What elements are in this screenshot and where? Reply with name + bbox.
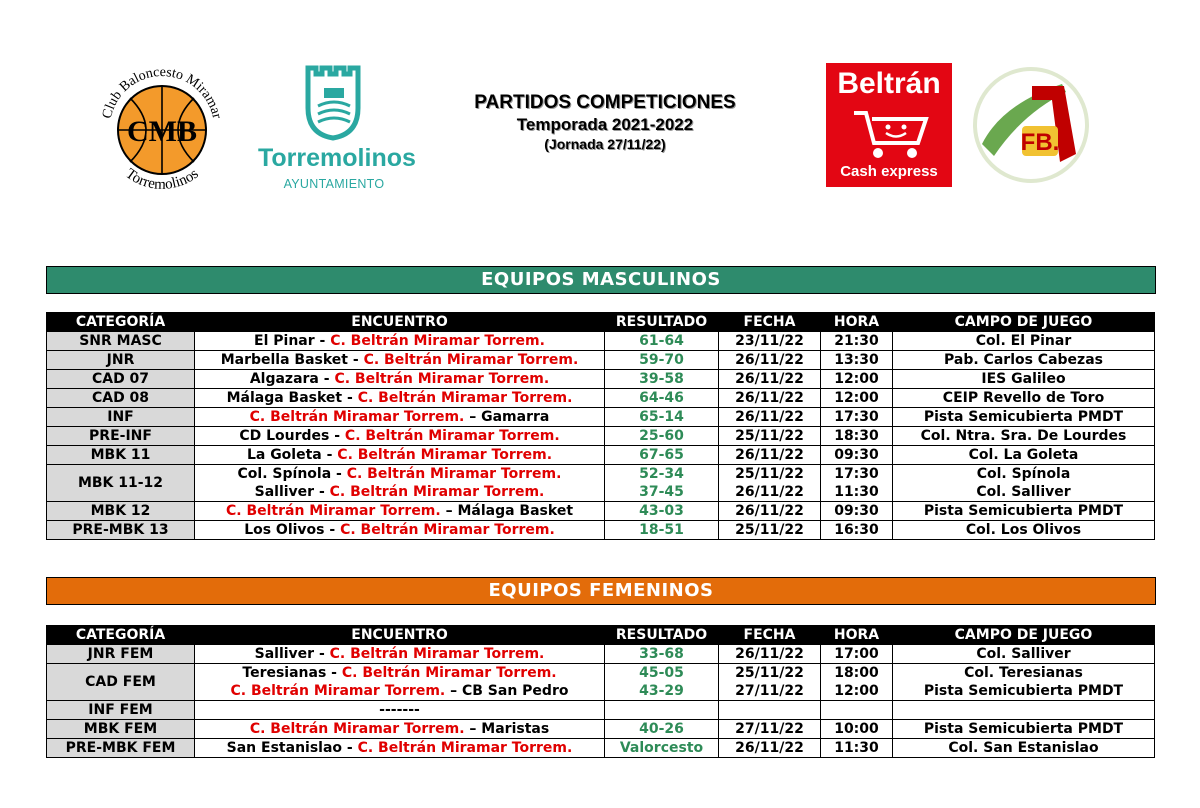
match-cell [195, 389, 605, 408]
result-cell-line: 59-70 [639, 352, 684, 368]
match-cell-line [195, 521, 604, 539]
result-cell [605, 664, 719, 701]
match-cell [195, 664, 605, 701]
time-cell [821, 389, 893, 408]
col-category: CATEGORÍA [47, 626, 195, 645]
club-team: C. Beltrán Miramar Torrem. [340, 522, 555, 538]
venue-cell-line: Col. Salliver [976, 646, 1071, 662]
club-team: C. Beltrán Miramar Torrem. [249, 409, 465, 425]
venue-cell [893, 664, 1155, 701]
club-ring-text: Club Baloncesto Miramar [99, 64, 225, 121]
match-cell [195, 370, 605, 389]
home-team: CD Lourdes - [239, 428, 345, 444]
venue-cell-line: Pista Semicubierta PMDT [923, 683, 1124, 699]
club-initials: CMB [127, 115, 197, 148]
date-cell [719, 389, 821, 408]
match-cell [195, 701, 605, 720]
season-label: Temporada 2021-2022 [516, 115, 694, 134]
venue-cell-line: Col. Ntra. Sra. De Lourdes [920, 428, 1127, 444]
time-cell-line: 11:30 [834, 740, 879, 756]
col-category: CATEGORÍA [47, 313, 195, 332]
match-cell-line [195, 682, 604, 700]
date-cell-line: 27/11/22 [735, 721, 804, 737]
match-cell [195, 446, 605, 465]
match-cell [195, 645, 605, 664]
date-cell-line: 26/11/22 [735, 447, 804, 463]
venue-cell [893, 521, 1155, 540]
match-cell [195, 408, 605, 427]
match-cell-line [195, 701, 604, 719]
result-cell-line: 61-64 [639, 333, 684, 349]
sponsor-subtitle: Cash express [840, 163, 938, 180]
club-team: C. Beltrán Miramar Torrem. [363, 352, 579, 368]
match-cell-line [195, 645, 604, 663]
table-row [47, 408, 1155, 427]
time-cell [821, 720, 893, 739]
match-cell [195, 465, 605, 502]
result-cell [605, 427, 719, 446]
category-cell: MBK 11 [47, 446, 195, 465]
category-cell: CAD 07 [47, 370, 195, 389]
match-cell [195, 720, 605, 739]
time-cell-line: 10:00 [834, 721, 879, 737]
match-cell-line [195, 351, 604, 369]
venue-cell-line: CEIP Revello de Toro [942, 390, 1105, 406]
time-cell-line: 13:30 [834, 352, 879, 368]
date-cell [719, 446, 821, 465]
date-cell-line: 26/11/22 [735, 390, 804, 406]
home-team: Col. Spínola - [237, 466, 347, 482]
venue-cell-line: Col. La Goleta [968, 447, 1079, 463]
match-cell [195, 739, 605, 758]
match-cell-line [195, 664, 604, 682]
venue-cell [893, 332, 1155, 351]
result-cell-line: 67-65 [639, 447, 684, 463]
venue-cell [893, 370, 1155, 389]
venue-cell [893, 408, 1155, 427]
result-cell-line: 43-29 [639, 683, 684, 699]
table-row [47, 351, 1155, 370]
time-cell [821, 701, 893, 720]
home-team: Algazara - [249, 371, 335, 387]
fb-sponsor-logo [972, 64, 1090, 186]
result-cell [605, 720, 719, 739]
result-cell-line: 25-60 [639, 428, 684, 444]
date-cell-line: 25/11/22 [735, 428, 804, 444]
category-cell: JNR [47, 351, 195, 370]
home-team: Salliver - [254, 646, 330, 662]
result-cell-line: 64-46 [639, 390, 684, 406]
result-cell [605, 701, 719, 720]
time-cell [821, 427, 893, 446]
home-team: Teresianas - [242, 665, 342, 681]
date-cell [719, 332, 821, 351]
match-cell-line [195, 465, 604, 483]
date-cell-line [719, 701, 820, 719]
masculinos-table [46, 312, 1155, 540]
venue-cell [893, 389, 1155, 408]
table-row [47, 370, 1155, 389]
home-team: Marbella Basket - [220, 352, 364, 368]
category-cell: PRE-MBK 13 [47, 521, 195, 540]
table-row [47, 446, 1155, 465]
fb-letters: FB. [1020, 129, 1060, 156]
venue-cell-line: Col. El Pinar [975, 333, 1072, 349]
beltran-sponsor-logo [826, 63, 952, 187]
time-cell-line: 16:30 [834, 522, 879, 538]
date-cell [719, 502, 821, 521]
time-cell-line: 21:30 [834, 333, 879, 349]
venue-cell [893, 446, 1155, 465]
club-team: C. Beltrán Miramar Torrem. [341, 665, 557, 681]
match-cell-line [195, 332, 604, 350]
match-cell [195, 521, 605, 540]
category-cell: CAD 08 [47, 389, 195, 408]
col-venue: CAMPO DE JUEGO [893, 313, 1155, 332]
category-cell: PRE-INF [47, 427, 195, 446]
masculinos-rows [47, 332, 1155, 540]
result-cell-line: 65-14 [639, 409, 684, 425]
venue-cell [893, 645, 1155, 664]
category-cell: INF FEM [47, 701, 195, 720]
result-cell-line: Valorcesto [619, 740, 704, 756]
venue-cell-line: Col. Los Olivos [965, 522, 1082, 538]
club-team: C. Beltrán Miramar Torrem. [329, 646, 545, 662]
home-team: Salliver - [254, 484, 330, 500]
femeninos-table [46, 625, 1155, 758]
venue-cell [893, 427, 1155, 446]
match-cell-line [195, 483, 604, 501]
date-cell-line: 26/11/22 [735, 484, 804, 500]
masculinos-banner: EQUIPOS MASCULINOS [46, 266, 1156, 294]
home-team: Málaga Basket - [226, 390, 358, 406]
club-team: C. Beltrán Miramar Torrem. [249, 721, 465, 737]
club-team: C. Beltrán Miramar Torrem. [357, 390, 573, 406]
date-cell-line: 25/11/22 [735, 522, 804, 538]
date-cell [719, 351, 821, 370]
result-cell [605, 521, 719, 540]
femeninos-banner: EQUIPOS FEMENINOS [46, 577, 1156, 605]
date-cell [719, 427, 821, 446]
match-cell [195, 351, 605, 370]
time-cell [821, 502, 893, 521]
match-cell-line [195, 739, 604, 757]
date-cell [719, 664, 821, 701]
date-cell-line: 27/11/22 [735, 683, 804, 699]
castle-shield-icon [258, 62, 410, 142]
result-cell-line: 33-68 [639, 646, 684, 662]
table-row [47, 502, 1155, 521]
date-cell [719, 701, 821, 720]
time-cell-line: 18:00 [834, 665, 879, 681]
table-row [47, 645, 1155, 664]
date-cell-line: 26/11/22 [735, 503, 804, 519]
femeninos-rows [47, 645, 1155, 758]
result-cell [605, 502, 719, 521]
time-cell [821, 408, 893, 427]
date-cell [719, 408, 821, 427]
result-cell-line: 52-34 [639, 466, 684, 482]
time-cell-line [821, 701, 892, 719]
club-city-text: Torremolinos [122, 165, 202, 194]
time-cell [821, 370, 893, 389]
date-cell [719, 370, 821, 389]
away-team: – Málaga Basket [440, 503, 574, 519]
venue-cell-line: Pista Semicubierta PMDT [923, 409, 1124, 425]
venue-cell-line: Col. Salliver [976, 484, 1071, 500]
date-cell-line: 26/11/22 [735, 371, 804, 387]
col-match: ENCUENTRO [195, 626, 605, 645]
time-cell-line: 11:30 [834, 484, 879, 500]
date-cell [719, 739, 821, 758]
match-cell [195, 502, 605, 521]
match-cell-line [195, 370, 604, 388]
result-cell-line: 45-05 [639, 665, 684, 681]
date-cell-line: 26/11/22 [735, 646, 804, 662]
club-miramar-logo [92, 50, 232, 200]
venue-cell-line: Pista Semicubierta PMDT [923, 503, 1124, 519]
venue-cell [893, 502, 1155, 521]
sponsor-name: Beltrán [837, 67, 941, 100]
table-row [47, 332, 1155, 351]
table-row [47, 465, 1155, 502]
table-row [47, 720, 1155, 739]
venue-cell-line [893, 701, 1154, 719]
result-cell [605, 645, 719, 664]
club-team: C. Beltrán Miramar Torrem. [330, 333, 545, 349]
page-title-block [410, 92, 800, 154]
date-cell [719, 720, 821, 739]
date-cell-line: 26/11/22 [735, 352, 804, 368]
category-cell: PRE-MBK FEM [47, 739, 195, 758]
result-cell [605, 739, 719, 758]
club-team: C. Beltrán Miramar Torrem. [344, 428, 560, 444]
table-row [47, 427, 1155, 446]
category-cell: JNR FEM [47, 645, 195, 664]
col-time: HORA [821, 626, 893, 645]
match-cell-line [195, 408, 604, 426]
venue-cell [893, 351, 1155, 370]
time-cell-line: 12:00 [834, 390, 879, 406]
match-cell-line [195, 427, 604, 445]
date-cell-line: 25/11/22 [735, 665, 804, 681]
col-result: RESULTADO [605, 313, 719, 332]
category-cell: SNR MASC [47, 332, 195, 351]
club-team: C. Beltrán Miramar Torrem. [230, 683, 446, 699]
result-cell [605, 351, 719, 370]
town-subtitle: AYUNTAMIENTO [283, 177, 385, 191]
club-team: C. Beltrán Miramar Torrem. [329, 484, 545, 500]
match-cell [195, 427, 605, 446]
time-cell-line: 09:30 [834, 447, 879, 463]
venue-cell-line: Pista Semicubierta PMDT [923, 721, 1124, 737]
time-cell [821, 521, 893, 540]
col-date: FECHA [719, 313, 821, 332]
date-cell-line: 23/11/22 [735, 333, 804, 349]
date-cell-line: 26/11/22 [735, 740, 804, 756]
table-header-row [47, 313, 1155, 332]
time-cell [821, 351, 893, 370]
result-cell [605, 389, 719, 408]
result-cell [605, 370, 719, 389]
result-cell-line: 43-03 [639, 503, 684, 519]
venue-cell-line: IES Galileo [981, 371, 1066, 387]
time-cell-line: 17:00 [834, 646, 879, 662]
col-date: FECHA [719, 626, 821, 645]
jornada-label: (Jornada 27/11/22) [544, 136, 666, 152]
match-cell [195, 332, 605, 351]
time-cell-line: 09:30 [834, 503, 879, 519]
venue-cell [893, 701, 1155, 720]
time-cell [821, 664, 893, 701]
result-cell-line: 40-26 [639, 721, 684, 737]
match-cell-line [195, 389, 604, 407]
category-cell: MBK 11-12 [47, 465, 195, 502]
venue-cell-line: Col. Spínola [976, 466, 1071, 482]
away-team: – Gamarra [464, 409, 550, 425]
result-cell [605, 465, 719, 502]
category-cell: INF [47, 408, 195, 427]
venue-cell-line: Col. San Estanislao [948, 740, 1099, 756]
category-cell: MBK 12 [47, 502, 195, 521]
shopping-cart-icon [826, 105, 952, 165]
time-cell [821, 465, 893, 502]
table-row [47, 739, 1155, 758]
venue-cell-line: Col. Teresianas [964, 665, 1083, 681]
match-cell-line [195, 502, 604, 520]
result-cell-line: 39-58 [639, 371, 684, 387]
result-cell [605, 446, 719, 465]
time-cell [821, 645, 893, 664]
col-time: HORA [821, 313, 893, 332]
category-cell: CAD FEM [47, 664, 195, 701]
date-cell [719, 521, 821, 540]
time-cell-line: 18:30 [834, 428, 879, 444]
home-team: Los Olivos - [244, 522, 341, 538]
away-team: – CB San Pedro [445, 683, 569, 699]
home-team: ------- [379, 702, 420, 718]
time-cell [821, 446, 893, 465]
town-name: Torremolinos [258, 144, 416, 172]
home-team: San Estanislao - [226, 740, 358, 756]
table-row [47, 664, 1155, 701]
match-cell-line [195, 720, 604, 738]
table-row [47, 521, 1155, 540]
date-cell-line: 25/11/22 [735, 466, 804, 482]
result-cell-line: 37-45 [639, 484, 684, 500]
time-cell-line: 17:30 [834, 409, 879, 425]
result-cell-line [605, 701, 718, 719]
club-team: C. Beltrán Miramar Torrem. [225, 503, 441, 519]
club-team: C. Beltrán Miramar Torrem. [337, 447, 553, 463]
home-team: El Pinar - [254, 333, 331, 349]
club-team: C. Beltrán Miramar Torrem. [334, 371, 550, 387]
table-row [47, 389, 1155, 408]
time-cell-line: 12:00 [834, 371, 879, 387]
page-title: PARTIDOS COMPETICIONES [474, 92, 736, 113]
date-cell [719, 645, 821, 664]
venue-cell-line: Pab. Carlos Cabezas [944, 352, 1103, 368]
time-cell-line: 12:00 [834, 683, 879, 699]
venue-cell [893, 720, 1155, 739]
venue-cell [893, 739, 1155, 758]
match-cell-line [195, 446, 604, 464]
club-team: C. Beltrán Miramar Torrem. [346, 466, 562, 482]
col-result: RESULTADO [605, 626, 719, 645]
away-team: – Maristas [464, 721, 550, 737]
category-cell: MBK FEM [47, 720, 195, 739]
time-cell [821, 332, 893, 351]
result-cell-line: 18-51 [639, 522, 684, 538]
home-team: La Goleta - [246, 447, 338, 463]
table-header-row [47, 626, 1155, 645]
club-team: C. Beltrán Miramar Torrem. [357, 740, 573, 756]
time-cell-line: 17:30 [834, 466, 879, 482]
col-venue: CAMPO DE JUEGO [893, 626, 1155, 645]
result-cell [605, 332, 719, 351]
date-cell-line: 26/11/22 [735, 409, 804, 425]
date-cell [719, 465, 821, 502]
time-cell [821, 739, 893, 758]
venue-cell [893, 465, 1155, 502]
result-cell [605, 408, 719, 427]
col-match: ENCUENTRO [195, 313, 605, 332]
torremolinos-logo [258, 62, 416, 194]
table-row [47, 701, 1155, 720]
